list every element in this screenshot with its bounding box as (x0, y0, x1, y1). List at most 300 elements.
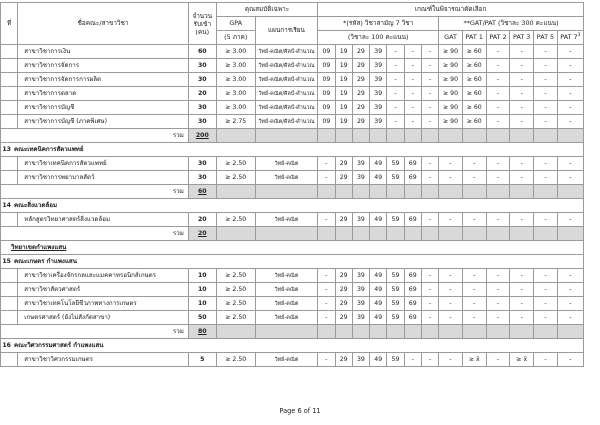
faculty-number: 16 (2, 341, 11, 349)
table-row (1, 101, 584, 115)
faculty-heading (1, 199, 584, 213)
core-subject-code: - (421, 59, 438, 73)
major-name: สาขาวิชาเครื่องจักรกลและแมคคาทรอนิกส์เกษตร (18, 269, 189, 283)
gat-pat-value: - (486, 101, 510, 115)
gat-pat-value: - (510, 311, 534, 325)
total-empty-cell (318, 185, 335, 199)
study-plan-value: วิทย์-คณิต (255, 269, 318, 283)
total-empty-cell (255, 325, 318, 339)
core-subject-code: - (421, 157, 438, 171)
gat-pat-value: ≥ 90 (439, 87, 463, 101)
gat-pat-value: - (486, 353, 510, 367)
core-subject-code: - (421, 311, 438, 325)
study-plan-value: วิทย์-คณิต/ศิลป์-คำนวณ (255, 73, 318, 87)
study-plan-value: วิทย์-คณิต (255, 311, 318, 325)
gat-pat-value: - (462, 171, 486, 185)
gat-pat-value: - (534, 311, 558, 325)
major-name: สาขาวิชาวิศวกรรมเกษตร (18, 353, 189, 367)
gat-pat-value: - (534, 157, 558, 171)
core-subject-code: - (318, 353, 335, 367)
gat-pat-value: - (439, 213, 463, 227)
gat-pat-value: - (486, 311, 510, 325)
study-plan-value: วิทย์-คณิต/ศิลป์-คำนวณ (255, 59, 318, 73)
core-subject-code: 19 (335, 87, 352, 101)
gat-pat-value: ≥ 90 (439, 45, 463, 59)
gat-pat-value: - (557, 101, 583, 115)
total-empty-cell (486, 325, 510, 339)
row-no (1, 213, 18, 227)
header-pat3: PAT 3 (510, 31, 534, 45)
gat-pat-value: - (557, 353, 583, 367)
core-subject-code: - (421, 45, 438, 59)
gat-pat-value: ≥ 60 (462, 45, 486, 59)
quota-value: 10 (188, 283, 216, 297)
total-empty-cell (404, 185, 421, 199)
table-row (1, 115, 584, 129)
campus-row (1, 241, 584, 255)
gat-pat-value: - (462, 283, 486, 297)
gat-pat-value: - (439, 283, 463, 297)
total-empty-cell (255, 185, 318, 199)
gat-pat-value: - (557, 171, 583, 185)
gpa-value: ≥ 2.50 (216, 269, 255, 283)
total-empty-cell (370, 129, 387, 143)
gat-pat-value: - (534, 353, 558, 367)
gat-pat-value: - (486, 45, 510, 59)
core-subject-code: 29 (352, 45, 369, 59)
core-subject-code: 29 (335, 353, 352, 367)
core-subject-code: - (387, 59, 404, 73)
core-subject-code: 59 (387, 311, 404, 325)
total-label: รวม (1, 129, 189, 143)
header-faculty-major: ชื่อคณะ/สาขาวิชา (18, 3, 189, 45)
gat-pat-value: - (557, 87, 583, 101)
total-empty-cell (557, 129, 583, 143)
gat-pat-value: - (557, 45, 583, 59)
total-empty-cell (439, 129, 463, 143)
core-subject-code: - (421, 171, 438, 185)
core-subject-code: 09 (318, 101, 335, 115)
total-empty-cell (255, 227, 318, 241)
table-row (1, 311, 584, 325)
major-name: สาขาวิชาการจัดการ (18, 59, 189, 73)
table-row (1, 87, 584, 101)
gat-pat-value: - (486, 297, 510, 311)
faculty-number: 14 (2, 201, 11, 209)
gat-pat-value: - (534, 213, 558, 227)
gpa-value: ≥ 3.00 (216, 59, 255, 73)
total-empty-cell (335, 227, 352, 241)
core-subject-code: - (387, 101, 404, 115)
gpa-value: ≥ 2.50 (216, 157, 255, 171)
total-empty-cell (421, 227, 438, 241)
row-no (1, 353, 18, 367)
core-subject-code: - (404, 59, 421, 73)
total-empty-cell (335, 185, 352, 199)
core-subject-code: - (421, 269, 438, 283)
core-subject-code: 59 (387, 269, 404, 283)
gat-pat-value: - (486, 213, 510, 227)
gat-pat-value: - (510, 171, 534, 185)
row-no (1, 59, 18, 73)
gpa-value: ≥ 3.00 (216, 101, 255, 115)
row-no (1, 115, 18, 129)
table-row (1, 297, 584, 311)
total-value: 80 (188, 325, 216, 339)
gat-pat-value: ≥ x̄ (462, 353, 486, 367)
gat-pat-value: - (510, 59, 534, 73)
core-subject-code: - (421, 73, 438, 87)
gat-pat-value: - (534, 59, 558, 73)
quota-value: 30 (188, 115, 216, 129)
total-label: รวม (1, 325, 189, 339)
total-empty-cell (352, 129, 369, 143)
gat-pat-value: - (534, 87, 558, 101)
core-subject-code: 59 (387, 171, 404, 185)
total-empty-cell (421, 129, 438, 143)
total-label: รวม (1, 185, 189, 199)
quota-value: 10 (188, 269, 216, 283)
study-plan-value: วิทย์-คณิต/ศิลป์-คำนวณ (255, 101, 318, 115)
header-gat-pat: **GAT/PAT (วิชาละ 300 คะแนน) (439, 17, 584, 31)
total-empty-cell (352, 185, 369, 199)
core-subject-code: - (404, 115, 421, 129)
core-subject-code: - (421, 101, 438, 115)
core-subject-code: 49 (370, 283, 387, 297)
faculty-row (1, 199, 584, 213)
header-core-subjects: *(รหัส) วิชาสามัญ 7 วิชา (318, 17, 439, 31)
total-empty-cell (462, 185, 486, 199)
core-subject-code: 49 (370, 311, 387, 325)
core-subject-code: - (387, 45, 404, 59)
core-subject-code: 29 (352, 87, 369, 101)
total-empty-cell (462, 129, 486, 143)
total-value: 20 (188, 227, 216, 241)
major-name: เกษตรศาสตร์ (ยังไม่สังกัดสาขา) (18, 311, 189, 325)
total-value: 200 (188, 129, 216, 143)
study-plan-value: วิทย์-คณิต (255, 171, 318, 185)
major-name: สาขาวิชาเทคโนโลยีชีวภาพทางการเกษตร (18, 297, 189, 311)
gat-pat-value: - (557, 283, 583, 297)
major-name: สาขาวิชาการจัดการการผลิต (18, 73, 189, 87)
core-subject-code: - (421, 283, 438, 297)
total-empty-cell (510, 227, 534, 241)
table-header (1, 3, 584, 45)
row-no (1, 101, 18, 115)
gat-pat-value: - (486, 59, 510, 73)
core-subject-code: - (404, 353, 421, 367)
core-subject-code: 29 (335, 297, 352, 311)
total-empty-cell (421, 325, 438, 339)
gat-pat-value: - (510, 101, 534, 115)
gpa-value: ≥ 2.50 (216, 283, 255, 297)
admission-criteria-table (0, 2, 584, 367)
total-empty-cell (534, 227, 558, 241)
header-pat5: PAT 5 (534, 31, 558, 45)
gat-pat-value: - (486, 87, 510, 101)
total-empty-cell (462, 227, 486, 241)
gpa-value: ≥ 3.00 (216, 73, 255, 87)
row-no (1, 157, 18, 171)
core-subject-code: 29 (335, 283, 352, 297)
total-empty-cell (387, 129, 404, 143)
total-row (1, 325, 584, 339)
core-subject-code: 39 (352, 311, 369, 325)
campus-heading: วิทยาเขตกำแพงแสน (1, 241, 584, 255)
total-value: 60 (188, 185, 216, 199)
study-plan-value: วิทย์-คณิต (255, 297, 318, 311)
gat-pat-value: ≥ 60 (462, 87, 486, 101)
total-empty-cell (421, 185, 438, 199)
gat-pat-value: - (486, 157, 510, 171)
total-empty-cell (370, 227, 387, 241)
core-subject-code: 39 (352, 157, 369, 171)
core-subject-code: 29 (352, 59, 369, 73)
total-empty-cell (352, 325, 369, 339)
gat-pat-value: - (486, 115, 510, 129)
core-subject-code: 29 (352, 101, 369, 115)
quota-value: 30 (188, 73, 216, 87)
total-empty-cell (216, 325, 255, 339)
gat-pat-value: - (486, 73, 510, 87)
gpa-value: ≥ 2.50 (216, 297, 255, 311)
core-subject-code: 49 (370, 157, 387, 171)
core-subject-code: - (421, 297, 438, 311)
study-plan-value: วิทย์-คณิต (255, 283, 318, 297)
gpa-value: ≥ 3.00 (216, 87, 255, 101)
total-empty-cell (387, 325, 404, 339)
gat-pat-value: - (534, 297, 558, 311)
gat-pat-value: - (510, 283, 534, 297)
core-subject-code: - (318, 269, 335, 283)
core-subject-code: 69 (404, 157, 421, 171)
total-empty-cell (404, 129, 421, 143)
core-subject-code: 29 (335, 311, 352, 325)
header-quota: จำนวน รับเข้า (คน) (188, 3, 216, 45)
gat-pat-value: - (510, 269, 534, 283)
gat-pat-value: - (534, 269, 558, 283)
major-name: สาขาวิชาการพยาบาลสัตว์ (18, 171, 189, 185)
gpa-value: ≥ 2.50 (216, 171, 255, 185)
total-empty-cell (486, 227, 510, 241)
gat-pat-value: - (534, 101, 558, 115)
core-subject-code: 39 (352, 171, 369, 185)
row-no (1, 45, 18, 59)
gat-pat-value: ≥ 60 (462, 115, 486, 129)
major-name: สาขาวิชาการบัญชี (ภาคพิเศษ) (18, 115, 189, 129)
core-subject-code: 69 (404, 311, 421, 325)
header-study-plan: แผนการเรียน (255, 17, 318, 45)
total-empty-cell (534, 129, 558, 143)
faculty-heading (1, 255, 584, 269)
gat-pat-value: ≥ x̄ (510, 353, 534, 367)
core-subject-code: - (421, 87, 438, 101)
total-row (1, 129, 584, 143)
header-criteria: เกณฑ์ในพิจารณาคัดเลือก (318, 3, 584, 17)
total-row (1, 227, 584, 241)
core-subject-code: 59 (387, 283, 404, 297)
faculty-number: 13 (2, 145, 11, 153)
gat-pat-value: - (439, 171, 463, 185)
gat-pat-value: - (439, 269, 463, 283)
faculty-row (1, 255, 584, 269)
table-row (1, 213, 584, 227)
gat-pat-value: - (462, 269, 486, 283)
gpa-value: ≥ 3.00 (216, 45, 255, 59)
total-empty-cell (557, 227, 583, 241)
header-core-subjects-sub: (วิชาละ 100 คะแนน) (318, 31, 439, 45)
total-empty-cell (439, 185, 463, 199)
gat-pat-value: ≥ 90 (439, 73, 463, 87)
gat-pat-value: - (462, 157, 486, 171)
core-subject-code: 19 (335, 59, 352, 73)
core-subject-code: 59 (387, 297, 404, 311)
core-subject-code: 39 (352, 283, 369, 297)
gpa-value: ≥ 2.50 (216, 353, 255, 367)
gat-pat-value: ≥ 90 (439, 101, 463, 115)
core-subject-code: 09 (318, 45, 335, 59)
core-subject-code: 49 (370, 171, 387, 185)
total-row (1, 185, 584, 199)
total-empty-cell (216, 185, 255, 199)
faculty-row (1, 143, 584, 157)
table-row (1, 283, 584, 297)
core-subject-code: 59 (387, 353, 404, 367)
core-subject-code: - (404, 101, 421, 115)
core-subject-code: 69 (404, 171, 421, 185)
total-empty-cell (335, 129, 352, 143)
core-subject-code: - (421, 213, 438, 227)
row-no (1, 171, 18, 185)
core-subject-code: - (318, 157, 335, 171)
core-subject-code: - (318, 283, 335, 297)
gat-pat-value: - (462, 213, 486, 227)
core-subject-code: 39 (370, 45, 387, 59)
total-empty-cell (510, 325, 534, 339)
core-subject-code: - (318, 213, 335, 227)
gat-pat-value: - (557, 157, 583, 171)
total-label: รวม (1, 227, 189, 241)
gat-pat-value: - (486, 283, 510, 297)
gat-pat-value: - (462, 297, 486, 311)
header-no: ที่ (1, 3, 18, 45)
gat-pat-value: - (439, 353, 463, 367)
core-subject-code: - (318, 171, 335, 185)
gat-pat-value: - (534, 73, 558, 87)
gat-pat-value: - (534, 45, 558, 59)
core-subject-code: 29 (335, 269, 352, 283)
major-name: สาขาวิชาสัตวศาสตร์ (18, 283, 189, 297)
total-empty-cell (439, 227, 463, 241)
faculty-name: คณะวิศวกรรมศาสตร์ กำแพงแสน (14, 341, 104, 349)
quota-value: 60 (188, 45, 216, 59)
total-empty-cell (557, 325, 583, 339)
total-empty-cell (462, 325, 486, 339)
total-empty-cell (387, 185, 404, 199)
gat-pat-value: - (557, 311, 583, 325)
core-subject-code: 09 (318, 73, 335, 87)
gat-pat-value: - (510, 213, 534, 227)
gat-pat-value: - (510, 45, 534, 59)
total-empty-cell (370, 185, 387, 199)
total-empty-cell (318, 325, 335, 339)
quota-value: 30 (188, 171, 216, 185)
core-subject-code: 49 (370, 213, 387, 227)
faculty-heading (1, 143, 584, 157)
row-no (1, 297, 18, 311)
quota-value: 50 (188, 311, 216, 325)
core-subject-code: 29 (352, 115, 369, 129)
gat-pat-value: - (486, 171, 510, 185)
core-subject-code: 19 (335, 73, 352, 87)
row-no (1, 73, 18, 87)
core-subject-code: 19 (335, 45, 352, 59)
core-subject-code: 69 (404, 269, 421, 283)
major-name: สาขาวิชาการบัญชี (18, 101, 189, 115)
gat-pat-value: ≥ 60 (462, 73, 486, 87)
core-subject-code: 29 (335, 171, 352, 185)
header-gat: GAT (439, 31, 463, 45)
core-subject-code: 49 (370, 353, 387, 367)
total-empty-cell (486, 185, 510, 199)
table-row (1, 353, 584, 367)
total-empty-cell (255, 129, 318, 143)
core-subject-code: 09 (318, 87, 335, 101)
gat-pat-value: - (510, 87, 534, 101)
core-subject-code: 39 (352, 269, 369, 283)
gat-pat-value: - (557, 73, 583, 87)
table-row (1, 269, 584, 283)
table-row (1, 171, 584, 185)
core-subject-code: 09 (318, 59, 335, 73)
core-subject-code: 39 (370, 115, 387, 129)
core-subject-code: 39 (370, 87, 387, 101)
gpa-value: ≥ 2.75 (216, 115, 255, 129)
row-no (1, 283, 18, 297)
quota-value: 30 (188, 101, 216, 115)
gat-pat-value: - (510, 157, 534, 171)
core-subject-code: - (421, 353, 438, 367)
total-empty-cell (510, 129, 534, 143)
gat-pat-value: - (462, 311, 486, 325)
gat-pat-value: - (486, 269, 510, 283)
quota-value: 30 (188, 59, 216, 73)
total-empty-cell (335, 325, 352, 339)
gat-pat-value: ≥ 60 (462, 59, 486, 73)
total-empty-cell (404, 227, 421, 241)
total-empty-cell (216, 227, 255, 241)
core-subject-code: 19 (335, 101, 352, 115)
gat-pat-value: - (557, 213, 583, 227)
core-subject-code: - (387, 115, 404, 129)
core-subject-code: 29 (352, 73, 369, 87)
row-no (1, 269, 18, 283)
gat-pat-value: - (510, 73, 534, 87)
total-empty-cell (318, 129, 335, 143)
quota-value: 10 (188, 297, 216, 311)
gat-pat-value: - (534, 283, 558, 297)
faculty-heading (1, 339, 584, 353)
quota-value: 20 (188, 213, 216, 227)
total-empty-cell (216, 129, 255, 143)
study-plan-value: วิทย์-คณิต (255, 353, 318, 367)
row-no (1, 311, 18, 325)
gat-pat-value: - (557, 59, 583, 73)
core-subject-code: 39 (370, 101, 387, 115)
gat-pat-value: - (534, 171, 558, 185)
core-subject-code: 59 (387, 213, 404, 227)
core-subject-code: 49 (370, 297, 387, 311)
